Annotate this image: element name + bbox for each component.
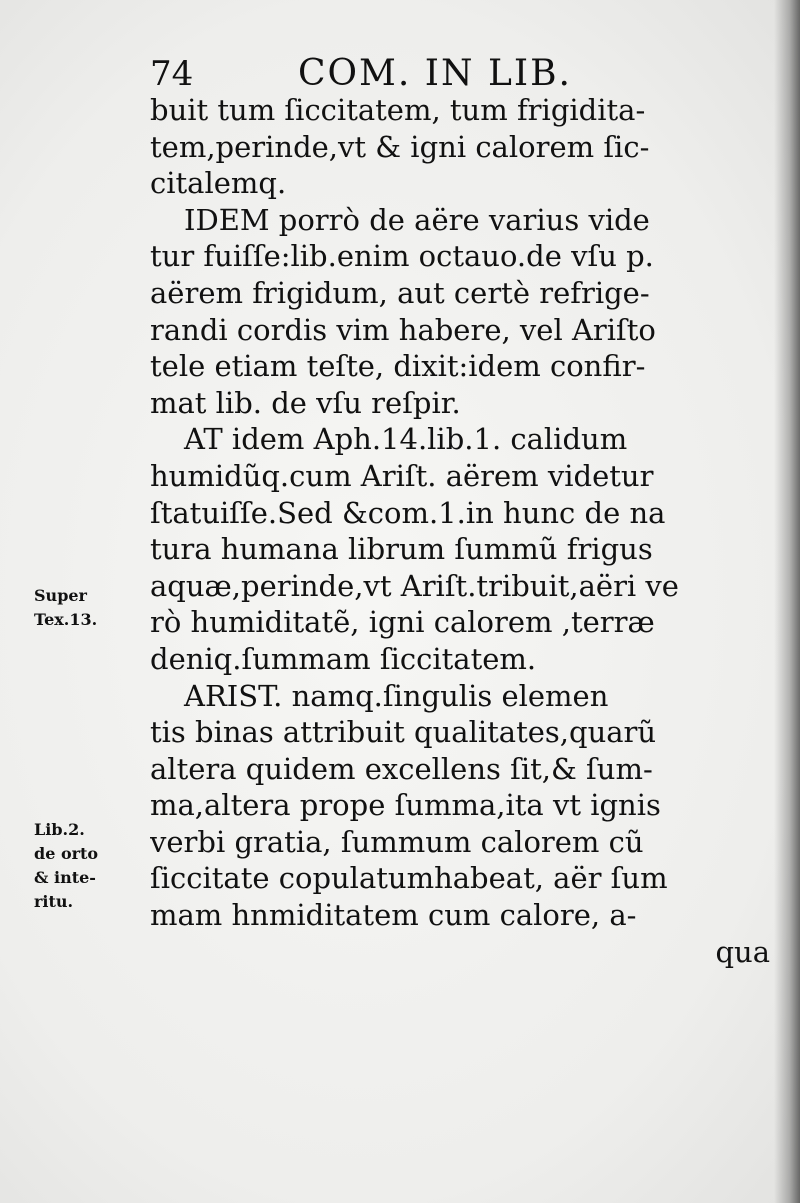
text-line: tura humana librum ſummũ frigus: [150, 532, 653, 567]
marginal-note-line: Super: [34, 586, 87, 605]
text-line: altera quidem excellens ſit,& ſum-: [150, 751, 653, 786]
running-head: COM. IN LIB.: [298, 53, 572, 94]
text-line: verbi gratia, ſummum calorem cũ: [150, 824, 644, 859]
marginal-note-line: Lib.2.: [34, 820, 85, 839]
marginal-note: [34, 584, 97, 632]
marginal-note-line: de orto: [34, 844, 99, 863]
marginal-note-line: & inte-: [34, 868, 96, 887]
text-line: IDEM porrò de aëre varius vide: [184, 202, 650, 237]
text-line: randi cordis vim habere, vel Ariſto: [150, 312, 656, 347]
text-line: tem,perinde,vt & igni calorem ſic-: [150, 129, 650, 164]
text-line: aërem frigidum, aut certè refrige-: [150, 275, 650, 310]
gutter-shadow: [774, 0, 800, 1203]
text-line: buit tum ſiccitatem, tum frigidita-: [150, 93, 646, 127]
text-line: tele etiam teſte, dixit:idem confir-: [150, 349, 646, 384]
text-line: citalemq.: [150, 166, 287, 201]
text-line: ſtatuiſſe.Sed &com.1.in hunc de na: [150, 495, 666, 530]
text-line: mat lib. de vſu reſpir.: [150, 385, 461, 420]
text-line: mam hnmiditatem cum calore, a-: [150, 898, 637, 933]
text-line: deniq.ſummam ſiccitatem.: [150, 641, 537, 676]
text-line: tis binas attribuit qualitates,quarũ: [150, 715, 657, 750]
text-line: ARIST. namq.ſingulis elemen: [184, 678, 609, 713]
text-line: humidũq.cum Ariſt. aërem videtur: [150, 458, 654, 493]
catchword: qua: [715, 934, 770, 969]
body-text: [150, 92, 770, 970]
text-line: rò humiditatẽ, igni calorem ,terræ: [150, 605, 655, 640]
text-line: AT idem Aph.14.lib.1. calidum: [184, 422, 628, 457]
text-line: aquæ,perinde,vt Ariſt.tribuit,aëri ve: [150, 568, 679, 603]
marginal-note: [34, 818, 98, 914]
text-line: ma,altera prope ſumma,ita vt ignis: [150, 788, 661, 823]
marginal-note-line: Tex.13.: [34, 610, 98, 629]
page-number: 74: [150, 54, 194, 94]
text-line: tur fuiſſe:lib.enim octauo.de vſu p.: [150, 239, 654, 274]
text-line: ſiccitate copulatumhabeat, aër ſum: [150, 861, 668, 896]
marginal-note-line: ritu.: [34, 892, 74, 911]
page-header: [150, 52, 770, 96]
